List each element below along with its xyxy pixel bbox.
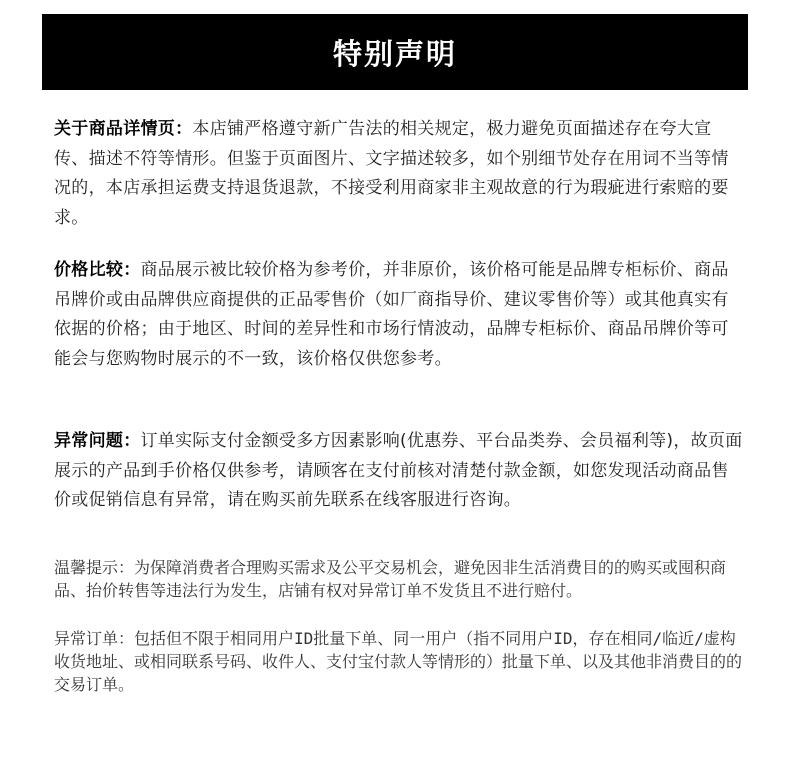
section-text: 本店铺严格遵守新广告法的相关规定，极力避免页面描述存在夸大宣传、描述不符等情形。但鉴于页面图片、文字描述较多，如个别细节处存在用词不当等情况的，本店承担运费支持退货退款，不接受利用商家非主观故意的行为瑕疵进行索赔的要求。 (54, 119, 729, 228)
note-warm-tip: 温馨提示：为保障消费者合理购买需求及公平交易机会，避免因非生活消费目的的购买或囤积商品、抬价转售等违法行为发生，店铺有权对异常订单不发货且不进行赔付。 (54, 558, 727, 600)
section-abnormal-issues (54, 427, 744, 516)
section-text: 订单实际支付金额受多方因素影响(优惠券、平台品类券、会员福利等)，故页面展示的产品到手价格仅供参考，请顾客在支付前核对清楚付款金额，如您发现活动商品售价或促销信息有异常，请在购买前先联系在线客服进行咨询。 (54, 431, 743, 510)
section-price-comparison (54, 256, 744, 374)
section-label: 关于商品详情页： (54, 119, 193, 139)
section-text: 商品展示被比较价格为参考价，并非原价，该价格可能是品牌专柜标价、商品吊牌价或由品牌供应商提供的正品零售价（如厂商指导价、建议零售价等）或其他真实有依据的价格；由于地区、时间的差异性和市场行情波动，品牌专柜标价、商品吊牌价等可能会与您购物时展示的不一致，该价格仅供您参考。 (54, 260, 729, 369)
page-title: 特别声明 (332, 36, 457, 71)
note-abnormal-order: 异常订单：包括但不限于相同用户ID批量下单、同一用户（指不同用户ID，存在相同/临近/虚构收货地址、或相同联系号码、收件人、支付宝付款人等情形的）批量下单、以及其他非消费目的的交易订单。 (54, 629, 743, 694)
header-banner (42, 14, 748, 90)
section-product-detail (54, 115, 744, 233)
section-label: 价格比较： (54, 260, 141, 280)
section-label: 异常问题： (54, 431, 141, 451)
